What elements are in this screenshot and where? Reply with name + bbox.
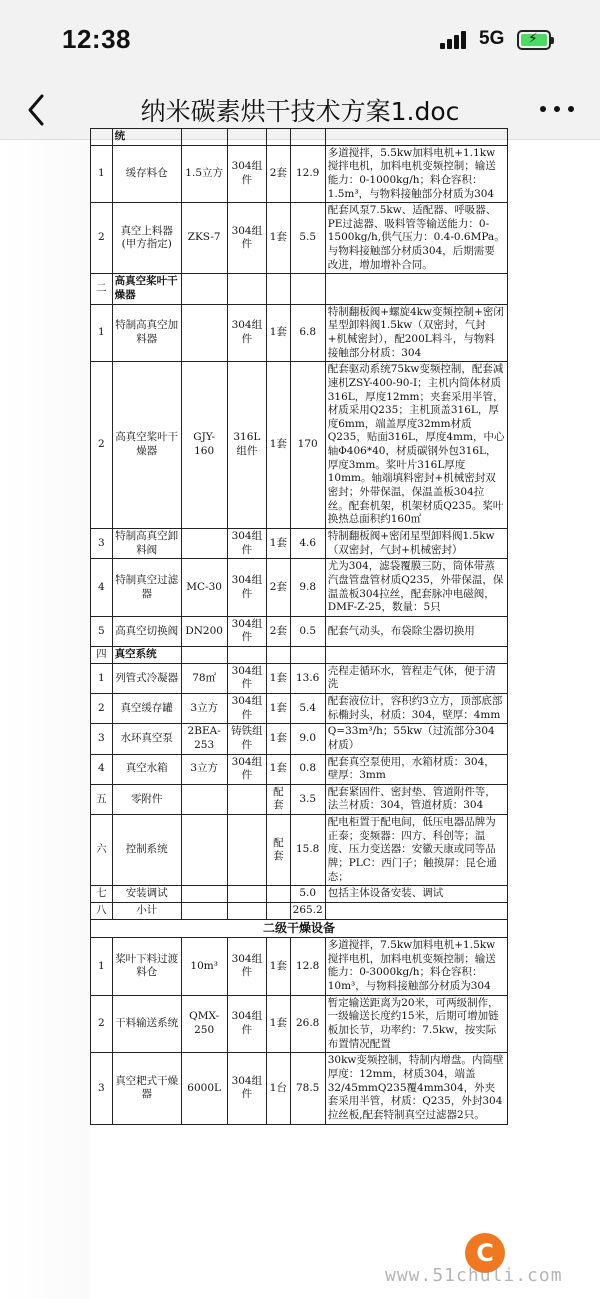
equipment-quantity: 1套 — [267, 724, 291, 754]
equipment-name: 控制系统 — [112, 815, 181, 886]
empty-cell — [227, 274, 267, 304]
equipment-quantity: 1套 — [267, 203, 291, 274]
equipment-material — [227, 902, 267, 919]
row-number: 2 — [91, 203, 113, 274]
status-bar — [0, 0, 600, 80]
row-number: 2 — [91, 362, 113, 529]
empty-cell — [325, 647, 507, 664]
equipment-description: 尤为304，滤袋覆膜三防，筒体带蒸汽盘管盘管材质Q235，外带保温，保温盖板304拉丝，配套脉冲电磁阀，DMF-Z-25，数量：5只 — [325, 559, 507, 617]
equipment-name: 缓存料仓 — [112, 145, 181, 203]
equipment-material: 铸铁组件 — [227, 724, 267, 754]
empty-cell — [325, 274, 507, 304]
table-row — [91, 995, 508, 1053]
equipment-power: 5.4 — [290, 693, 325, 723]
equipment-model: 3立方 — [181, 754, 227, 784]
equipment-model — [181, 886, 227, 903]
equipment-description: 配套气动头，布袋除尘器切换用 — [325, 616, 507, 646]
equipment-material: 304组件 — [227, 938, 267, 996]
equipment-power: 78.5 — [290, 1053, 325, 1124]
equipment-quantity — [267, 886, 291, 903]
equipment-model — [181, 784, 227, 814]
equipment-material: 304组件 — [227, 1053, 267, 1124]
page-margin-right — [508, 140, 600, 1299]
equipment-model: GJY-160 — [181, 362, 227, 529]
table-row — [91, 693, 508, 723]
network-label: 5G — [479, 28, 505, 49]
equipment-spec-table — [90, 128, 508, 1125]
equipment-model: 1.5立方 — [181, 145, 227, 203]
row-number: 六 — [91, 815, 113, 886]
equipment-quantity: 1套 — [267, 693, 291, 723]
equipment-power: 15.8 — [290, 815, 325, 886]
watermark-logo: C — [465, 1233, 505, 1273]
equipment-material: 304组件 — [227, 616, 267, 646]
equipment-quantity: 1套 — [267, 754, 291, 784]
table-section-row — [91, 647, 508, 664]
empty-cell — [227, 647, 267, 664]
equipment-name: 特制高真空卸料阀 — [112, 528, 181, 558]
equipment-model: QMX-250 — [181, 995, 227, 1053]
row-number: 3 — [91, 724, 113, 754]
page-margin-left — [0, 140, 90, 1299]
empty-cell — [181, 274, 227, 304]
table-row — [91, 724, 508, 754]
equipment-name: 零附件 — [112, 784, 181, 814]
equipment-description: 多道搅拌，7.5kw加料电机+1.5kw搅拌电机，加料电机变频控制；输送能力：0-3000kg/h；料仓容积：10m³，与物料接触部分材质为304 — [325, 938, 507, 996]
equipment-model — [181, 528, 227, 558]
equipment-description: 配套风泵7.5kw、适配器、呼吸器、PE过滤器、吸料管等输送能力：0-1500kg/h,供气压力：0.4-0.6MPa。与物料接触部分材质304，后期需要改进，增加增补合同。 — [325, 203, 507, 274]
equipment-name: 高真空桨叶干燥器 — [112, 362, 181, 529]
equipment-power: 12.8 — [290, 938, 325, 996]
equipment-name: 特制高真空加料器 — [112, 304, 181, 362]
row-number: 2 — [91, 693, 113, 723]
equipment-name: 高真空切换阀 — [112, 616, 181, 646]
row-number: 1 — [91, 145, 113, 203]
equipment-description: 多道搅拌，5.5kw加料电机+1.1kw搅拌电机，加料电机变频控制；输送能力：0-1000kg/h；料仓容积：1.5m³，与物料接触部分材质为304 — [325, 145, 507, 203]
empty-cell — [267, 274, 291, 304]
equipment-power: 5.5 — [290, 203, 325, 274]
equipment-description — [325, 902, 507, 919]
equipment-power: 26.8 — [290, 995, 325, 1053]
equipment-power: 12.9 — [290, 145, 325, 203]
equipment-description: 配套液位计，容积约3立方，顶部底部标椭封头，材质：304，壁厚：4mm — [325, 693, 507, 723]
empty-cell — [181, 129, 227, 146]
table-row — [91, 203, 508, 274]
table-row — [91, 528, 508, 558]
table-row — [91, 886, 508, 903]
more-options-button[interactable] — [538, 102, 578, 118]
table-row — [91, 663, 508, 693]
table-section-row — [91, 129, 508, 146]
signal-icon — [440, 31, 470, 49]
row-number: 1 — [91, 304, 113, 362]
equipment-material: 304组件 — [227, 203, 267, 274]
equipment-material: 316L组件 — [227, 362, 267, 529]
row-number: 3 — [91, 1053, 113, 1124]
equipment-quantity: 1套 — [267, 362, 291, 529]
equipment-name: 干料输送系统 — [112, 995, 181, 1053]
equipment-power: 13.6 — [290, 663, 325, 693]
equipment-quantity: 2套 — [267, 559, 291, 617]
empty-cell — [325, 129, 507, 146]
equipment-material: 304组件 — [227, 663, 267, 693]
document-view[interactable] — [0, 130, 600, 1299]
equipment-power: 5.0 — [290, 886, 325, 903]
equipment-power: 265.2 — [290, 902, 325, 919]
equipment-quantity: 1套 — [267, 304, 291, 362]
equipment-description: 特制翻板阀+螺旋4kw变频控制+密闭星型卸料阀1.5kw（双密封，气封+机械密封），配200L料斗，与物料接触部分材质：304 — [325, 304, 507, 362]
section-number: 四 — [91, 647, 113, 664]
equipment-quantity: 配套 — [267, 815, 291, 886]
empty-cell — [290, 647, 325, 664]
equipment-material: 304组件 — [227, 528, 267, 558]
row-number: 七 — [91, 886, 113, 903]
equipment-name: 桨叶下料过渡料仓 — [112, 938, 181, 996]
equipment-quantity: 配套 — [267, 784, 291, 814]
equipment-quantity: 1套 — [267, 995, 291, 1053]
equipment-material — [227, 784, 267, 814]
equipment-description: 配套真空泵使用，水箱材质：304，壁厚：3mm — [325, 754, 507, 784]
equipment-description: 暂定输送距离为20米，可两级制作，一级输送长度约15米，后期可增加链板加长节，功率约：7.5kw，按实际布置情况配置 — [325, 995, 507, 1053]
table-row — [91, 902, 508, 919]
equipment-name: 真空缓存罐 — [112, 693, 181, 723]
equipment-name: 安装调试 — [112, 886, 181, 903]
table-row — [91, 784, 508, 814]
equipment-power: 3.5 — [290, 784, 325, 814]
equipment-power: 0.5 — [290, 616, 325, 646]
equipment-model — [181, 902, 227, 919]
table-row — [91, 1053, 508, 1124]
equipment-name: 列管式冷凝器 — [112, 663, 181, 693]
section-title: 真空系统 — [112, 647, 181, 664]
equipment-model: 2BEA-253 — [181, 724, 227, 754]
equipment-description: 配套驱动系统75kw变频控制，配套减速机ZSY-400-90-I；主机内筒体材质316L，厚度12mm；夹套采用半管，材质采用Q235；主机顶盖316L，厚度6mm，端盖厚度32mm材质Q235，贴面316L，厚度4mm，中心轴Φ406*40，材质碳钢外包316L，厚度3mm。桨叶片316L厚度10mm。轴端填料密封+机械密封双密封；外带保温，保温盖板304拉丝。配套机架，机架材质Q235。桨叶换热总面积约160㎡ — [325, 362, 507, 529]
equipment-quantity: 1套 — [267, 938, 291, 996]
equipment-name: 小计 — [112, 902, 181, 919]
equipment-quantity: 1套 — [267, 528, 291, 558]
equipment-power: 4.6 — [290, 528, 325, 558]
section-title: 高真空桨叶干燥器 — [112, 274, 181, 304]
equipment-name: 真空水箱 — [112, 754, 181, 784]
equipment-model: 3立方 — [181, 693, 227, 723]
equipment-model: 10m³ — [181, 938, 227, 996]
equipment-name: 真空耙式干燥器 — [112, 1053, 181, 1124]
battery-icon: ⚡ — [517, 30, 551, 50]
row-number: 5 — [91, 616, 113, 646]
equipment-material: 304组件 — [227, 754, 267, 784]
table-row — [91, 938, 508, 996]
equipment-quantity: 1套 — [267, 663, 291, 693]
equipment-power: 6.8 — [290, 304, 325, 362]
equipment-material: 304组件 — [227, 145, 267, 203]
table-subtitle: 二级干燥设备 — [91, 919, 508, 938]
table-row — [91, 559, 508, 617]
row-number: 五 — [91, 784, 113, 814]
equipment-description: 包括主体设备安装、调试 — [325, 886, 507, 903]
empty-cell — [290, 274, 325, 304]
equipment-model: ZKS-7 — [181, 203, 227, 274]
table-row — [91, 815, 508, 886]
equipment-power: 170 — [290, 362, 325, 529]
row-number: 2 — [91, 995, 113, 1053]
equipment-name: 水环真空泵 — [112, 724, 181, 754]
equipment-power: 0.8 — [290, 754, 325, 784]
table-row — [91, 362, 508, 529]
watermark-text: www.51chuli.com — [385, 1265, 563, 1286]
equipment-model — [181, 815, 227, 886]
row-number: 八 — [91, 902, 113, 919]
row-number: 3 — [91, 528, 113, 558]
equipment-quantity: 2套 — [267, 616, 291, 646]
equipment-model: 6000L — [181, 1053, 227, 1124]
table-row — [91, 754, 508, 784]
document-title: 纳米碳素烘干技术方案1.doc — [140, 97, 460, 126]
empty-cell — [181, 647, 227, 664]
equipment-description: 30kw变频控制，特制内增盘。内筒壁厚度：12mm，材质304，端盖32/45mmQ235覆4mm304，外夹套采用半管，材质：Q235，外封304拉丝板,配套特制真空过滤器2只。 — [325, 1053, 507, 1124]
equipment-model — [181, 304, 227, 362]
equipment-description: 壳程走循环水，管程走气体，便于清洗 — [325, 663, 507, 693]
empty-cell — [227, 129, 267, 146]
equipment-description: 配套紧固件、密封垫、管道附件等，法兰材质：304，管道材质：304 — [325, 784, 507, 814]
table-row — [91, 304, 508, 362]
equipment-quantity: 2套 — [267, 145, 291, 203]
row-number: 1 — [91, 663, 113, 693]
equipment-material: 304组件 — [227, 559, 267, 617]
table-row — [91, 145, 508, 203]
equipment-quantity — [267, 902, 291, 919]
empty-cell — [267, 129, 291, 146]
empty-cell — [290, 129, 325, 146]
table-section-row — [91, 274, 508, 304]
equipment-model: 78㎡ — [181, 663, 227, 693]
equipment-material: 304组件 — [227, 304, 267, 362]
section-number — [91, 129, 113, 146]
table-row — [91, 616, 508, 646]
row-number: 4 — [91, 754, 113, 784]
row-number: 1 — [91, 938, 113, 996]
row-number: 4 — [91, 559, 113, 617]
equipment-material: 304组件 — [227, 995, 267, 1053]
equipment-material — [227, 815, 267, 886]
equipment-power: 9.0 — [290, 724, 325, 754]
equipment-power: 9.8 — [290, 559, 325, 617]
equipment-material: 304组件 — [227, 693, 267, 723]
equipment-description: 特制翻板阀+密闭星型卸料阀1.5kw（双密封，气封+机械密封） — [325, 528, 507, 558]
status-time: 12:38 — [62, 24, 131, 54]
table-subtitle-row — [91, 919, 508, 938]
equipment-name: 真空上料器(甲方指定) — [112, 203, 181, 274]
equipment-name: 特制真空过滤器 — [112, 559, 181, 617]
section-number: 二 — [91, 274, 113, 304]
section-title: 统 — [112, 129, 181, 146]
equipment-quantity: 1台 — [267, 1053, 291, 1124]
equipment-description: 配电柜置于配电间，低压电器品牌为正泰；变频器：四方、科创等；温度、压力变送器：安徽天康或同等品牌；PLC：西门子；触摸屏：昆仑通态； — [325, 815, 507, 886]
equipment-model: DN200 — [181, 616, 227, 646]
equipment-model: MC-30 — [181, 559, 227, 617]
equipment-description: Q=33m³/h；55kw（过流部分304材质） — [325, 724, 507, 754]
equipment-material — [227, 886, 267, 903]
empty-cell — [267, 647, 291, 664]
